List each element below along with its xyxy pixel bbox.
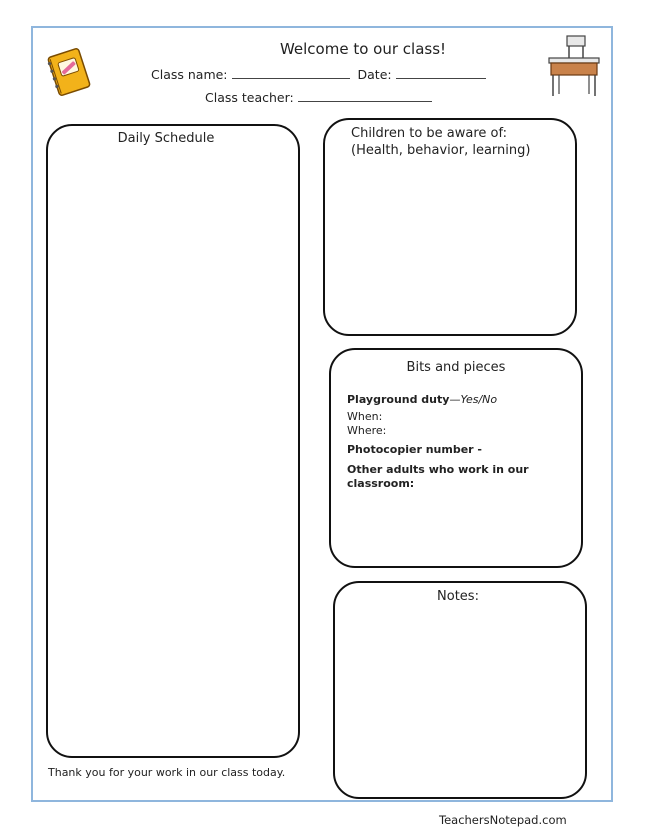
- worksheet-page: [31, 26, 613, 802]
- class-name-field[interactable]: [232, 66, 350, 79]
- class-teacher-field[interactable]: [298, 89, 432, 102]
- photocopier-label: Photocopier number -: [347, 443, 482, 456]
- bits-and-pieces-title: Bits and pieces: [406, 360, 506, 375]
- date-field[interactable]: [396, 66, 486, 79]
- bits-and-pieces-box[interactable]: [329, 348, 583, 568]
- site-credit: TeachersNotepad.com: [439, 813, 567, 827]
- page-title: Welcome to our class!: [279, 40, 447, 58]
- daily-schedule-title: Daily Schedule: [117, 131, 215, 146]
- when-label: When:: [347, 410, 383, 423]
- playground-duty-line: [347, 388, 497, 407]
- class-info-line: [151, 66, 490, 82]
- thanks-message: Thank you for your work in our class today.: [48, 766, 286, 779]
- school-desk-icon: [545, 34, 603, 98]
- notebook-icon: [41, 44, 97, 100]
- class-name-label: Class name:: [151, 67, 228, 82]
- notes-title: Notes:: [437, 589, 479, 604]
- where-label: Where:: [347, 424, 387, 437]
- children-aware-subtitle: (Health, behavior, learning): [351, 143, 531, 158]
- other-adults-label-continued: classroom:: [347, 477, 415, 490]
- date-label: Date:: [357, 67, 392, 82]
- notes-box[interactable]: [333, 581, 587, 799]
- teacher-info-line: [205, 89, 436, 105]
- playground-duty-options: —Yes/No: [449, 393, 498, 406]
- playground-duty-label: Playground duty: [347, 393, 450, 406]
- children-aware-title: Children to be aware of:: [351, 126, 507, 141]
- children-aware-box[interactable]: [323, 118, 577, 336]
- other-adults-label: Other adults who work in our: [347, 463, 529, 476]
- daily-schedule-box[interactable]: [46, 124, 300, 758]
- class-teacher-label: Class teacher:: [205, 90, 294, 105]
